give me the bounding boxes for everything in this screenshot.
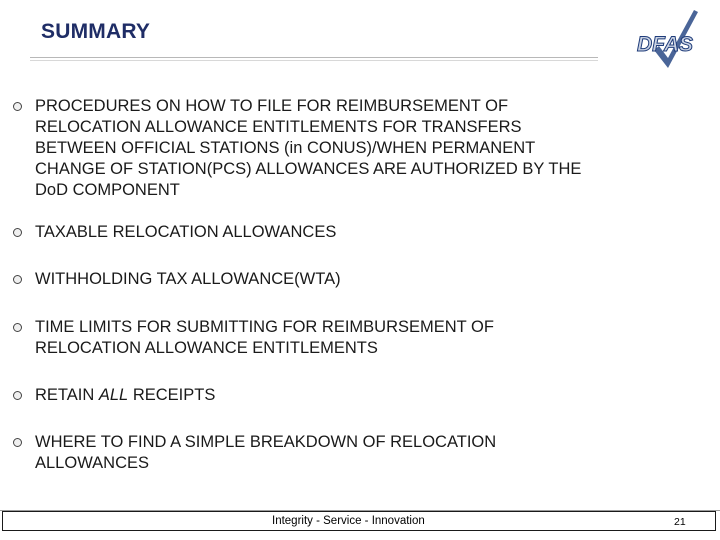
bullet-icon [13,275,22,284]
bullet-text: RETAIN ALL RECEIPTS [35,386,216,404]
bullet-text: WITHHOLDING TAX ALLOWANCE(WTA) [35,270,341,288]
bullet-text: TIME LIMITS FOR SUBMITTING FOR REIMBURSEMENT OF RELOCATION ALLOWANCE ENTITLEMENTS [35,318,494,357]
bullet-text: TAXABLE RELOCATION ALLOWANCES [35,223,337,241]
page-title: SUMMARY [41,20,151,43]
bullet-icon [13,438,22,447]
title-rule-shadow [30,60,598,61]
footer-tagline: Integrity - Service - Innovation [272,515,425,527]
dfas-logo [634,6,702,72]
bullet-icon [13,228,22,237]
page-number: 21 [674,516,686,528]
bullet-icon [13,102,22,111]
bullet-icon [13,391,22,400]
title-rule [30,57,598,58]
emphasis-text: ALL [98,386,129,404]
bullet-text: PROCEDURES ON HOW TO FILE FOR REIMBURSEMENT OF RELOCATION ALLOWANCE ENTITLEMENTS FOR TRANSFERS BETWEEN OFFICIAL STATIONS (in CONUS)/WHEN PERMANENT CHANGE OF STATION(PCS) ALLOWANCES ARE AUTHORIZED BY THE DoD COMPONENT [35,97,582,199]
bullet-text: WHERE TO FIND A SIMPLE BREAKDOWN OF RELOCATION ALLOWANCES [35,433,497,472]
logo-text: DFAS [637,33,694,56]
bullet-icon [13,323,22,332]
